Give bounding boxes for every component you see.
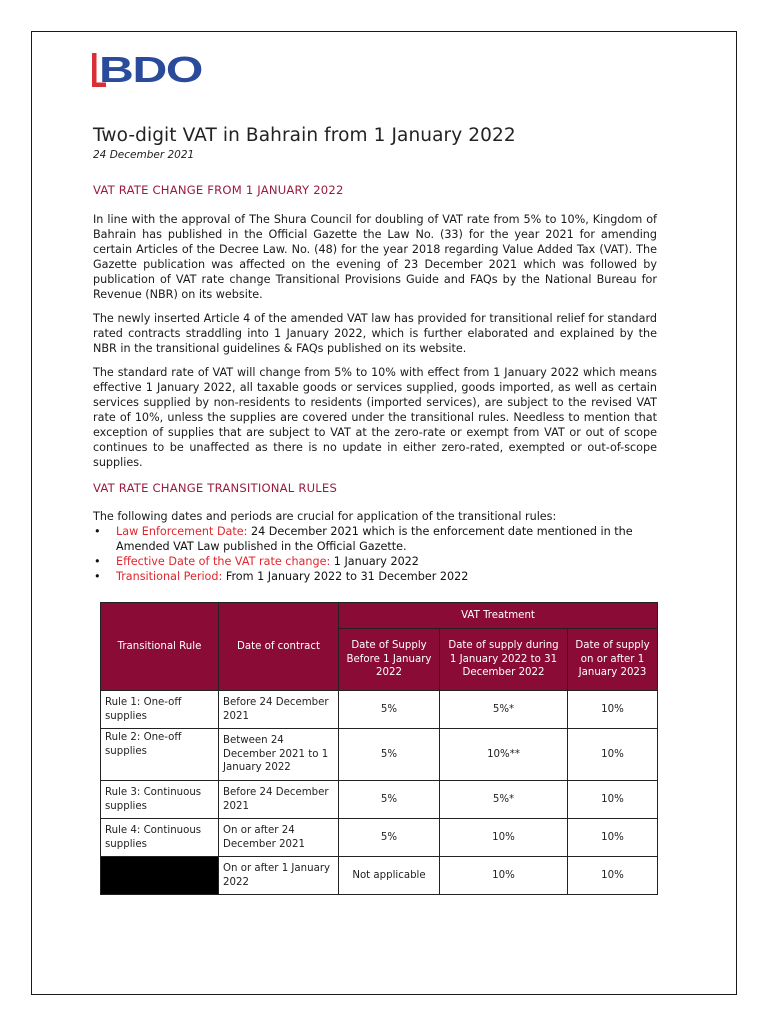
table-row bbox=[101, 691, 658, 729]
document-title: Two-digit VAT in Bahrain from 1 January 2022 bbox=[93, 125, 516, 146]
bullet-text: 24 December 2021 which is the enforcement date mentioned in the Amended VAT Law published in the Official Gazette. bbox=[116, 525, 633, 553]
after-cell: 10% bbox=[568, 819, 658, 857]
during-cell: 10% bbox=[440, 857, 568, 895]
bullet-text: From 1 January 2022 to 31 December 2022 bbox=[222, 570, 469, 583]
contract-cell: On or after 1 January 2022 bbox=[219, 857, 339, 895]
svg-text:BDO: BDO bbox=[99, 51, 202, 89]
header-supply-before: Date of Supply Before 1 January 2022 bbox=[339, 629, 440, 691]
bullet-label: Effective Date of the VAT rate change: bbox=[116, 555, 331, 568]
list-item bbox=[93, 524, 657, 554]
contract-cell: Before 24 December 2021 bbox=[219, 781, 339, 819]
paragraph-intro: In line with the approval of The Shura Council for doubling of VAT rate from 5% to 10%, Kingdom of Bahrain has published in the Official Gazette the Law No. (33) for the year 2021 for amending certain Articles of the Decree Law. No. (48) for the year 2018 regarding Value Added Tax (VAT). The Gazette publication was affected on the evening of 23 December 2021 which was followed by publication of VAT rate change Transitional Provisions Guide and FAQs by the National Bureau for Revenue (NBR) on its website. bbox=[93, 213, 657, 301]
header-transitional-rule: Transitional Rule bbox=[101, 603, 219, 691]
before-cell: 5% bbox=[339, 819, 440, 857]
section-heading-rate-change: VAT RATE CHANGE FROM 1 JANUARY 2022 bbox=[93, 183, 344, 197]
contract-cell: On or after 24 December 2021 bbox=[219, 819, 339, 857]
header-supply-during: Date of supply during 1 January 2022 to 31 December 2022 bbox=[440, 629, 568, 691]
paragraph-key-dates: The following dates and periods are crucial for application of the transitional rules: bbox=[93, 510, 557, 523]
rule-cell: Rule 1: One-off supplies bbox=[101, 691, 219, 729]
contract-cell: Between 24 December 2021 to 1 January 2022 bbox=[219, 729, 339, 781]
after-cell: 10% bbox=[568, 691, 658, 729]
before-cell: 5% bbox=[339, 729, 440, 781]
header-supply-after: Date of supply on or after 1 January 2023 bbox=[568, 629, 658, 691]
during-cell: 5%* bbox=[440, 781, 568, 819]
during-cell: 5%* bbox=[440, 691, 568, 729]
after-cell: 10% bbox=[568, 729, 658, 781]
bullet-label: Law Enforcement Date: bbox=[116, 525, 248, 538]
rule-cell: Rule 4: Continuous supplies bbox=[101, 819, 219, 857]
rule-cell: Rule 2: One-off supplies bbox=[101, 729, 219, 781]
during-cell: 10%** bbox=[440, 729, 568, 781]
table-row bbox=[101, 729, 658, 781]
section-heading-transitional-rules: VAT RATE CHANGE TRANSITIONAL RULES bbox=[93, 481, 338, 495]
document-date: 24 December 2021 bbox=[93, 149, 195, 161]
vat-transitional-rules-table bbox=[100, 602, 658, 895]
paragraph-article-4: The newly inserted Article 4 of the amended VAT law has provided for transitional relief for standard rated contracts straddling into 1 January 2022, which is further elaborated and explained by the NBR in the transitional guidelines & FAQs published on its website. bbox=[93, 312, 657, 355]
bdo-logo bbox=[92, 51, 204, 89]
contract-cell: Before 24 December 2021 bbox=[219, 691, 339, 729]
table-row bbox=[101, 857, 658, 895]
paragraph-standard-rate: The standard rate of VAT will change from 5% to 10% with effect from 1 January 2022 which means effective 1 January 2022, all taxable goods or services supplied, goods imported, as well as certain services supplied by non-residents to residents (imported services), are subject to the revised VAT rate of 10%, unless the supplies are covered under the transitional rules. Needless to mention that exception of supplies that are subject to VAT at the zero-rate or exempt from VAT or out of scope continues to be unaffected as there is no update in either zero-rated, exempted or out-of-scope supplies. bbox=[93, 366, 657, 469]
table-row bbox=[101, 781, 658, 819]
rule-cell: Rule 3: Continuous supplies bbox=[101, 781, 219, 819]
blacked-out-cell bbox=[101, 857, 219, 895]
list-item bbox=[93, 554, 657, 569]
before-cell: 5% bbox=[339, 781, 440, 819]
after-cell: 10% bbox=[568, 857, 658, 895]
before-cell: Not applicable bbox=[339, 857, 440, 895]
table-row bbox=[101, 819, 658, 857]
before-cell: 5% bbox=[339, 691, 440, 729]
bullet-label: Transitional Period: bbox=[116, 570, 223, 583]
header-vat-treatment: VAT Treatment bbox=[339, 603, 658, 629]
header-date-of-contract: Date of contract bbox=[219, 603, 339, 691]
bullet-text: 1 January 2022 bbox=[330, 555, 419, 568]
during-cell: 10% bbox=[440, 819, 568, 857]
after-cell: 10% bbox=[568, 781, 658, 819]
key-dates-list bbox=[93, 524, 657, 584]
list-item bbox=[93, 569, 657, 584]
